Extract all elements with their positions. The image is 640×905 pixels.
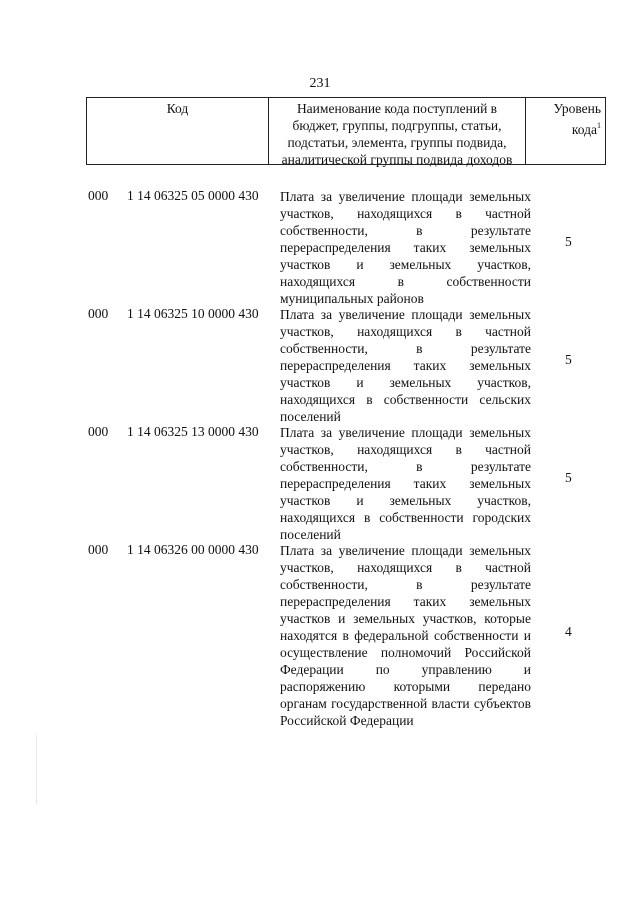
row-level: 5 bbox=[565, 234, 572, 249]
row-admin-code: 000 bbox=[88, 542, 109, 557]
row-revenue-code: 1 14 06325 10 0000 430 bbox=[127, 306, 259, 321]
row-revenue-code: 1 14 06325 05 0000 430 bbox=[127, 188, 259, 203]
header-name: Наименование кода поступлений в бюджет, группы, подгруппы, статьи, подстатьи, элемента, группы подвида, аналитической группы подвида доходов bbox=[269, 98, 526, 164]
header-level-footnote: 1 bbox=[597, 121, 601, 130]
row-name: Плата за увеличение площади земельных участков, находящихся в частной собственности, в результате перераспределения таких земельных участков и земельных участков, находящихся в собственности городских поселений bbox=[280, 425, 531, 542]
row-level: 5 bbox=[565, 352, 572, 367]
row-level: 5 bbox=[565, 470, 572, 485]
row-name: Плата за увеличение площади земельных участков, находящихся в частной собственности, в результате перераспределения таких земельных участков и земельных участков, которые находятся в федеральной собственности и осуществление полномочий Российской Федерации по управлению и распоряжению которыми передано органам государственной власти субъектов Российской Федерации bbox=[280, 543, 531, 728]
header-code: Код bbox=[87, 98, 269, 164]
row-name: Плата за увеличение площади земельных участков, находящихся в частной собственности, в результате перераспределения таких земельных участков и земельных участков, находящихся в собственности сельских поселений bbox=[280, 307, 531, 424]
row-admin-code: 000 bbox=[88, 424, 109, 439]
header-level-label: Уровень кода bbox=[553, 101, 601, 137]
row-admin-code: 000 bbox=[88, 188, 109, 203]
table-header bbox=[86, 97, 606, 165]
row-name: Плата за увеличение площади земельных участков, находящихся в частной собственности, в результате перераспределения таких земельных участков и земельных участков, находящихся в собственности муниципальных районов bbox=[280, 189, 531, 306]
scan-margin-line bbox=[36, 735, 37, 805]
row-revenue-code: 1 14 06326 00 0000 430 bbox=[127, 542, 259, 557]
header-level bbox=[526, 98, 605, 164]
page-number: 231 bbox=[309, 76, 331, 91]
row-revenue-code: 1 14 06325 13 0000 430 bbox=[127, 424, 259, 439]
row-level: 4 bbox=[565, 624, 572, 639]
row-admin-code: 000 bbox=[88, 306, 109, 321]
